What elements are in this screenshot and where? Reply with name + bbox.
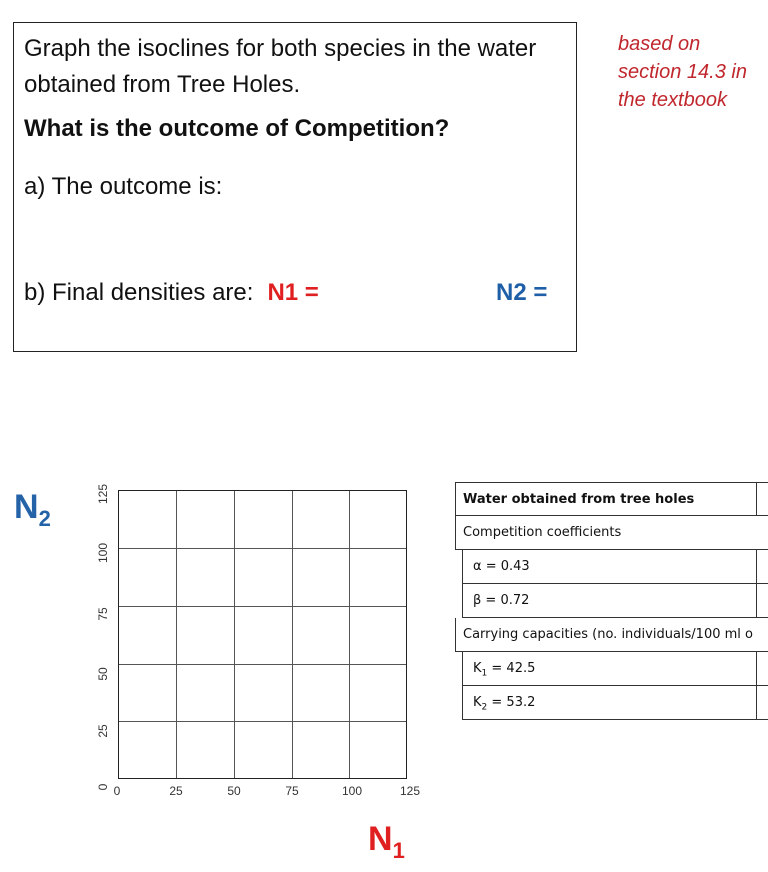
x-tick-label: 100 [341,784,363,798]
part-b-label: b) Final densities are: [24,279,254,306]
x-tick-label: 50 [227,784,241,798]
grid-line [119,606,406,607]
y-tick-label: 125 [96,483,110,505]
x-axis-label: $N_1$ [368,820,405,863]
parameter-table [455,482,768,720]
competition-header: Competition coefficients [455,516,768,550]
alpha-row: α = 0.43 [462,550,768,584]
y-axis-label: $N_2$ [14,488,51,531]
isocline-graph-grid[interactable] [118,490,407,779]
capacity-header: Carrying capacities (no. individuals/100 ml o [455,618,768,652]
question-prompt: What is the outcome of Competition? [24,115,450,142]
question-intro: Graph the isoclines for both species in the water obtained from Tree Holes. [24,35,537,98]
textbook-note: based on section 14.3 in the textbook [618,33,747,111]
part-a: a) The outcome is: [24,173,223,200]
part-b [24,279,569,307]
n2-answer-label: N2 = [496,279,548,306]
grid-line [234,491,235,778]
table-title: Water obtained from tree holes [455,482,768,516]
y-tick-label: 100 [96,542,110,564]
grid-line [292,491,293,778]
y-tick-label: 50 [96,667,110,681]
x-tick-label: 125 [399,784,421,798]
beta-row: β = 0.72 [462,584,768,618]
y-tick-label: 25 [96,724,110,738]
n1-answer-label: N1 = [267,279,319,306]
y-tick-label: 0 [96,783,110,791]
x-tick-label: 75 [285,784,299,798]
x-tick-label: 0 [113,784,121,798]
k2-row: $K_2 = 53.2$ [462,686,768,720]
y-tick-label: 75 [96,607,110,621]
question-box [13,22,577,352]
grid-line [176,491,177,778]
grid-line [119,664,406,665]
k1-row: $K_1 = 42.5$ [462,652,768,686]
x-tick-label: 25 [169,784,183,798]
grid-line [119,721,406,722]
grid-line [349,491,350,778]
grid-line [119,548,406,549]
